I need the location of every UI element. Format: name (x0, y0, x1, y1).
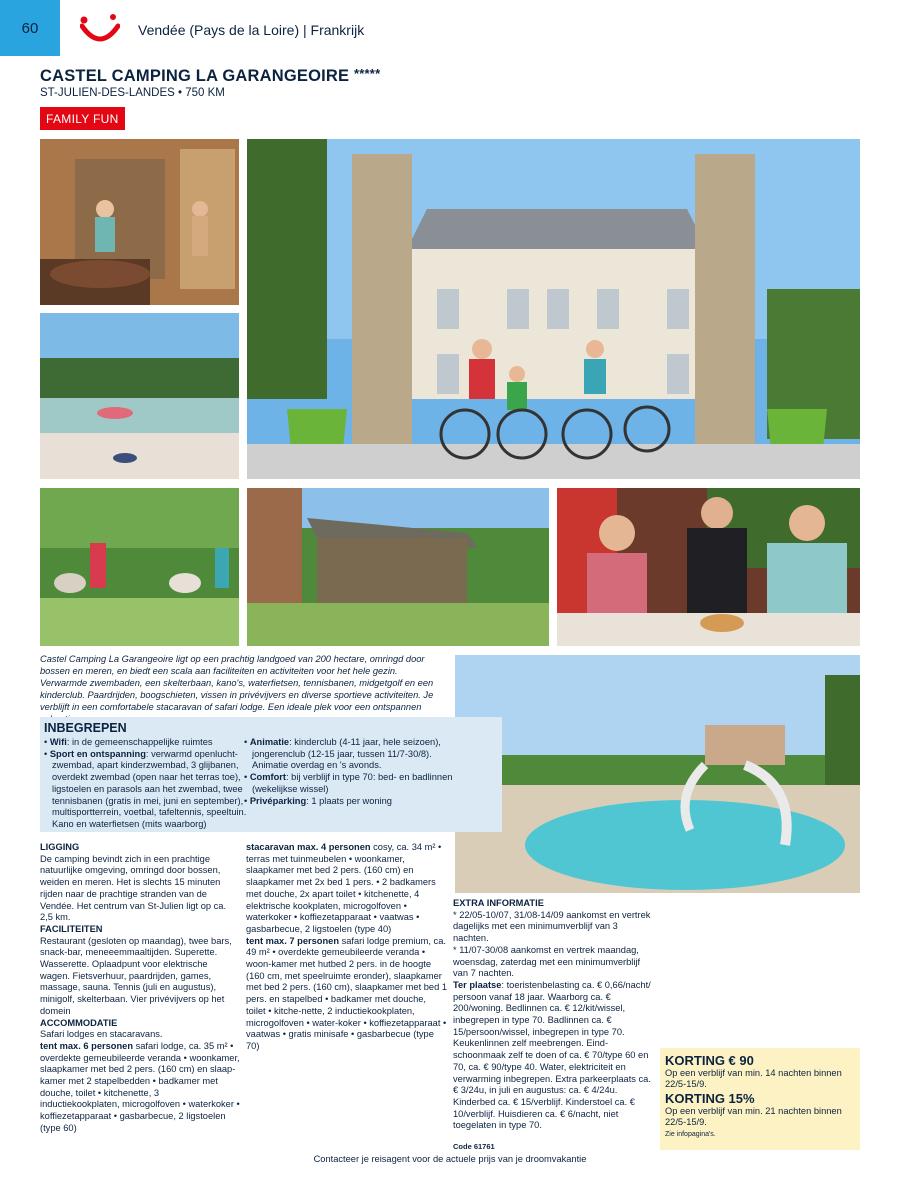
included-right-column (244, 737, 469, 807)
stacaravan-description: stacaravan max. 4 personen cosy, ca. 34 m² • terras met tuinmeubelen • woonkamer, slaapkamer met bed 2 pers. (160 cm) en slaapkamer met 2x bed 1 pers. • 2 badkamers met douche, 2x apart toilet • kitchenette, 4 elektrische kookplaten, microgolfoven • waterkoker • koffiezetapparaat • vaatwas • gasbarbecue, 2 ligstoelen (type 40) (246, 842, 442, 934)
included-item-wifi: • Wifi: in de gemeenschappelijke ruimtes (44, 737, 213, 747)
discount-note: Zie infopagina's. (665, 1131, 716, 1138)
photo-safari-lodge (247, 488, 549, 646)
region-label: Vendée (Pays de la Loire) | Frankrijk (138, 22, 365, 38)
tent6-description: tent max. 6 personen safari lodge, ca. 35 m² • overdekte gemeubileerde veranda • woonkamer, slaapkamer met bed 2 pers. (160 cm) en slaap-kamer met 2 stapelbedden • badkamer met douche, toilet • kitchenette, 3 inductiekookplaten, microgolfoven • waterkoker • koffiezetapparaat • gasbarbecue, 2 ligstoelen (type 60) (40, 1040, 240, 1133)
included-left-column (44, 737, 264, 831)
product-code: Code 61761 (453, 1142, 495, 1152)
photo-lodge-interior (40, 139, 239, 305)
included-heading: INBEGREPEN (44, 721, 127, 735)
family-fun-badge: FAMILY FUN (40, 107, 125, 130)
intro-paragraph: Castel Camping La Garangeoire ligt op een prachtig landgoed van 200 hectare, omringd door bossen en meren, en biedt een scala aan faciliteiten en activiteiten voor het hele gezin. Verwarmde zwembaden, een skelterbaan, kano's, waterfietsen, tennisbanen, midgetgolf en een kinderclub. Paardrijden, boogschieten, vissen in privévijvers en diverse sportieve activiteiten. Je verblijft in een comfortabele stacaravan of safari lodge. Een ideale plek voor een ontspannen (40, 654, 434, 712)
tui-logo-icon (80, 12, 120, 46)
photo-pool-slides (455, 655, 860, 893)
accommodatie-intro: Safari lodges en stacaravans. (40, 1029, 163, 1040)
info-column-3 (453, 898, 656, 1153)
photo-family-dinner (557, 488, 860, 646)
info-column-2 (246, 842, 448, 1053)
page-number: 60 (0, 0, 60, 56)
faciliteiten-heading: FACILITEITEN (40, 923, 103, 934)
photo-horse-riding (40, 488, 239, 646)
photo-chateau-cyclists (247, 139, 860, 479)
info-column-1 (40, 842, 240, 1135)
included-item-sport: • Sport en ontspanning: verwarmd openlucht-zwembad, apart kinderzwembad, 3 glijbanen, overdekt zwembad (open naar het terras toe), ligstoelen en parasols aan het zwembad, twee tennisbanen (gratis in mei, juni en september), multisportterrein, voetbal, tafeltennis, speeltuin. Kano en waterfietsen (mits waarborg) (44, 748, 247, 829)
extra-info-heading: EXTRA INFORMATIE (453, 898, 544, 908)
extra-info-line-2: * 11/07-30/08 aankomst en vertrek maandag, woensdag, zaterdag met een minimumverblijf van 7 nachten. (453, 944, 641, 979)
extra-info-line-1: * 22/05-10/07, 31/08-14/09 aankomst en vertrek dagelijks met een minimumverblijf van 3 nachten. (453, 909, 651, 944)
photo-lake-beach (40, 313, 239, 479)
ligging-text: De camping bevindt zich in een prachtige natuurlijke omgeving, omringd door bossen, weiden en meren. Het is slechts 15 minuten rijden naar de prachtige stranden van de Vendée. Het centrum van St-Julien ligt op ca. 2,5 km. (40, 853, 227, 923)
discount-1-title: KORTING € 90 (665, 1053, 754, 1068)
star-rating: ***** (354, 66, 381, 81)
location-subtitle: ST-JULIEN-DES-LANDES • 750 KM (40, 87, 225, 99)
page-title (40, 66, 380, 86)
discount-2-text: Op een verblijf van min. 21 nachten binnen 22/5-15/9. (665, 1106, 842, 1127)
ligging-heading: LIGGING (40, 842, 80, 852)
included-item-animatie: • Animatie: kinderclub (4-11 jaar, hele seizoen), jongerenclub (12-15 jaar, tussen 11/7-30/8). Animatie overdag en 's avonds. (244, 737, 441, 771)
accommodatie-heading: ACCOMMODATIE (40, 1017, 118, 1028)
included-box (40, 717, 502, 832)
camping-name: CASTEL CAMPING LA GARANGEOIRE (40, 67, 350, 85)
discount-2-title: KORTING 15% (665, 1091, 755, 1106)
included-item-parking: • Privéparking: 1 plaats per woning (244, 795, 392, 806)
ter-plaatse-text: Ter plaatse: toeristenbelasting ca. € 0,66/nacht/ persoon vanaf 18 jaar. Waarborg ca. € 200/woning. Bedlinnen ca. € 12/kit/wissel, inbegrepen in type 70. Badlinnen ca. € 15/persoon/wissel, inbegrepen in type 70. Keukenlinnen zelf meebrengen. Eind-schoonmaak zelf te doen of ca. € 70/type 60 en 70, ca. € 90/type 40. Water, elektriciteit en verwarming inbegrepen. Extra parkeerplaats ca. € 3/24u, in juli en augustus: ca. € 4/24u. Kinderbed ca. € 15/verblijf. Kinderstoel ca. € 10/verblijf. Huisdieren ca. € 6/nacht, niet toegelaten in type 70. (453, 979, 651, 1131)
faciliteiten-text: Restaurant (gesloten op maandag), twee bars, snack-bar, meneeemmaaltijden. Superette. Wasserette. Oplaadpunt voor elektrische wagen. Fietsverhuur, paardrijden, games, massage, sauna. Tennis (juli en augustus), minigolf, skelterbaan. Vier privévijvers op het domein (40, 935, 232, 1016)
page-footer: Contacteer je reisagent voor de actuele prijs van je droomvakantie (313, 1154, 587, 1164)
included-item-comfort: • Comfort: bij verblijf in type 70: bed- en badlinnen (wekelijkse wissel) (244, 772, 453, 794)
discount-box (660, 1048, 860, 1150)
discount-1-text: Op een verblijf van min. 14 nachten binnen 22/5-15/9. (665, 1068, 842, 1089)
tent7-description: tent max. 7 personen safari lodge premium, ca. 49 m² • overdekte gemeubileerde veranda • woon-kamer met hutbed 2 pers. in de hoogte (160 cm, met speelruimte eronder), slaapkamer met bed 2 pers. (160 cm), slaapkamer met bed 1 pers. en stapelbed • badkamer met douche, toilet • kitche-nette, 2 inductiekookplaten, microgolfoven • water-koker • koffiezetapparaat • vaatwas • gratis minisafe • gasbarbecue (type 70) (246, 935, 448, 1051)
